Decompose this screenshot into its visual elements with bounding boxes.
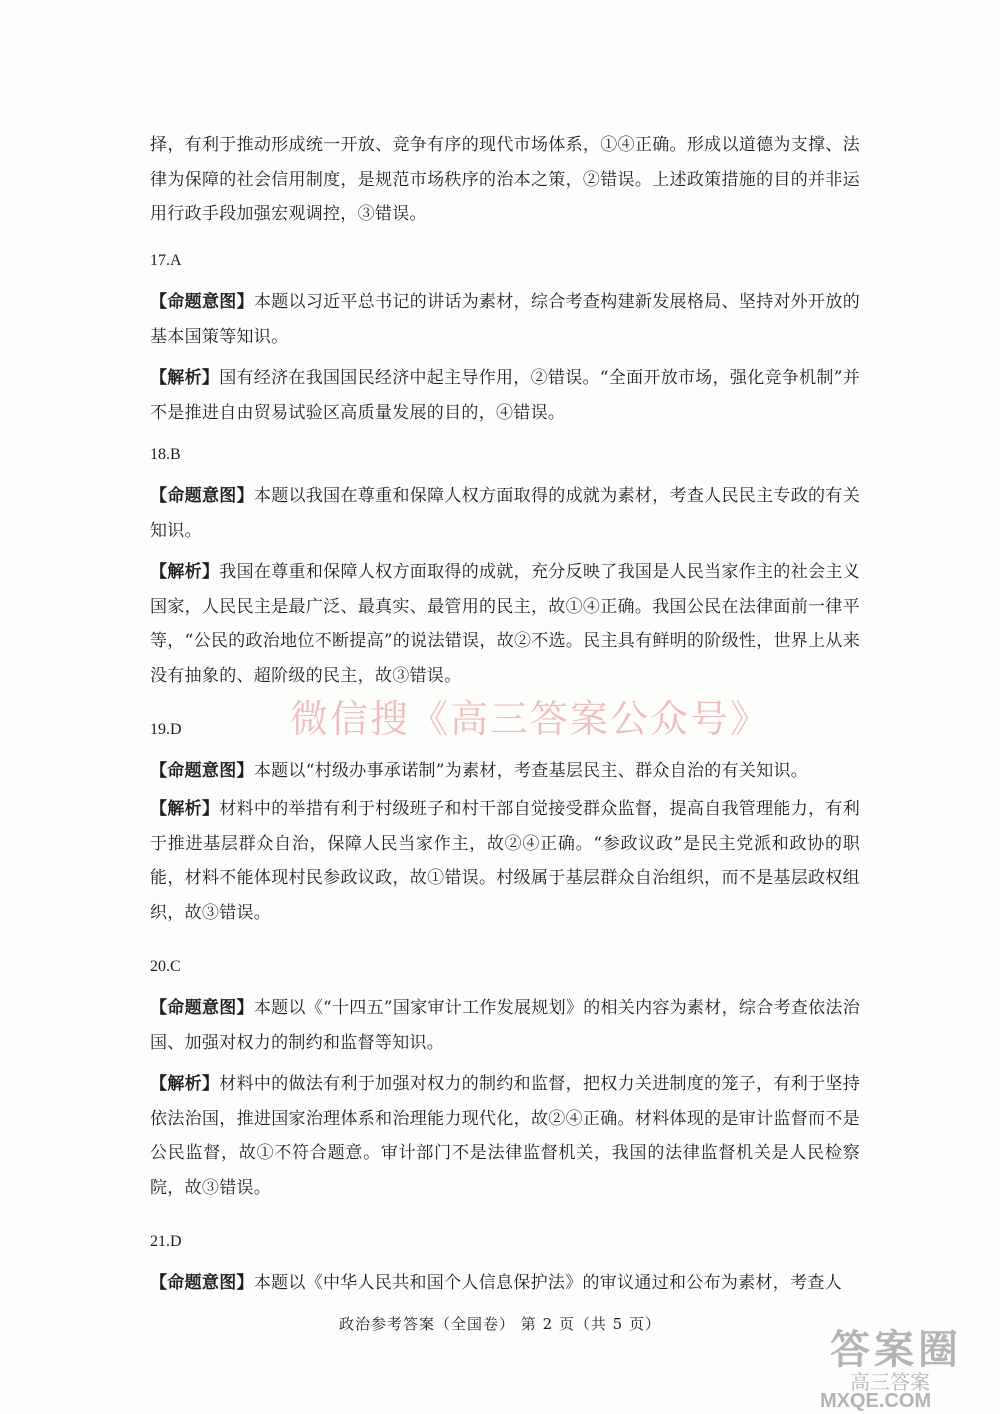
section-tag: 【解析】: [150, 368, 220, 388]
paragraph-text: 国有经济在我国国民经济中起主导作用，②错误。“全面开放市场，强化竞争机制”并不是推进自由贸易试验区高质量发展的目的，④错误。: [150, 368, 860, 423]
paragraph-text: 本题以我国在尊重和保障人权方面取得的成就为素材，考查人民民主专政的有关知识。: [150, 486, 860, 541]
section-tag: 【命题意图】: [150, 486, 254, 506]
answer-paragraph: [150, 991, 860, 1060]
answer-paragraph: [150, 555, 860, 693]
section-tag: 【解析】: [150, 562, 220, 582]
paragraph-text: 材料中的举措有利于村级班子和村干部自觉接受群众监督，提高自我管理能力，有利于推进基层群众自治，保障人民当家作主，故②④正确。“参政议政”是民主党派和政协的职能，材料不能体现村民参政议政，故①错误。村级属于基层群众自治组织，而不是基层政权组织，故③错误。: [150, 799, 860, 923]
section-tag: 【命题意图】: [150, 292, 254, 312]
answer-paragraph: [150, 754, 860, 789]
paragraph-text: 本题以《中华人民共和国个人信息保护法》的审议通过和公布为素材，考查人: [253, 1273, 843, 1293]
logo-main: 答案圈: [830, 1326, 962, 1373]
logo-site: MXQE.COM: [820, 1390, 932, 1412]
paragraph-text: 本题以“村级办事承诺制”为素材，考查基层民主、群众自治的有关知识。: [253, 761, 809, 781]
question-number: 20.C: [150, 958, 181, 975]
site-logo: [810, 1318, 990, 1414]
section-tag: 【命题意图】: [150, 1273, 254, 1293]
section-tag: 【命题意图】: [150, 761, 254, 781]
section-tag: 【命题意图】: [150, 998, 254, 1018]
question-number: 18.B: [150, 446, 181, 463]
watermark-text: 微信搜《高三答案公众号》: [290, 697, 771, 741]
answer-paragraph: [150, 792, 860, 930]
answer-paragraph: 择，有利于推动形成统一开放、竞争有序的现代市场体系，①④正确。形成以道德为支撑、法律为保障的社会信用制度，是规范市场秩序的治本之策，②错误。上述政策措施的目的并非运用行政手段加强宏观调控，③错误。: [150, 135, 860, 224]
paragraph-text: 本题以《“十四五”国家审计工作发展规划》的相关内容为素材，综合考查依法治国、加强对权力的制约和监督等知识。: [150, 998, 860, 1053]
answer-paragraph: [150, 361, 860, 430]
logo-sub: 高三答案: [850, 1370, 930, 1394]
answer-paragraph: [150, 285, 860, 354]
page-footer: 政治参考答案（全国卷） 第 2 页（共 5 页）: [339, 1315, 661, 1333]
answer-paragraph: [150, 479, 860, 548]
question-number: 21.D: [150, 1233, 182, 1250]
paragraph-text: 本题以习近平总书记的讲话为素材，综合考查构建新发展格局、坚持对外开放的基本国策等知识。: [150, 292, 860, 347]
question-number: 17.A: [150, 252, 182, 269]
question-number: 19.D: [150, 721, 182, 738]
section-tag: 【解析】: [150, 1074, 220, 1094]
answer-paragraph: [150, 1266, 860, 1301]
paragraph-text: 材料中的做法有利于加强对权力的制约和监督，把权力关进制度的笼子，有利于坚持依法治国，推进国家治理体系和治理能力现代化，故②④正确。材料体现的是审计监督而不是公民监督，故①不符合题意。审计部门不是法律监督机关，我国的法律监督机关是人民检察院，故③错误。: [150, 1074, 860, 1198]
section-tag: 【解析】: [150, 799, 220, 819]
answer-paragraph: [150, 1067, 860, 1205]
paragraph-text: 我国在尊重和保障人权方面取得的成就，充分反映了我国是人民当家作主的社会主义国家，人民民主是最广泛、最真实、最管用的民主，故①④正确。我国公民在法律面前一律平等，“公民的政治地位不断提高”的说法错误，故②不选。民主具有鲜明的阶级性，世界上从来没有抽象的、超阶级的民主，故③错误。: [150, 562, 860, 686]
